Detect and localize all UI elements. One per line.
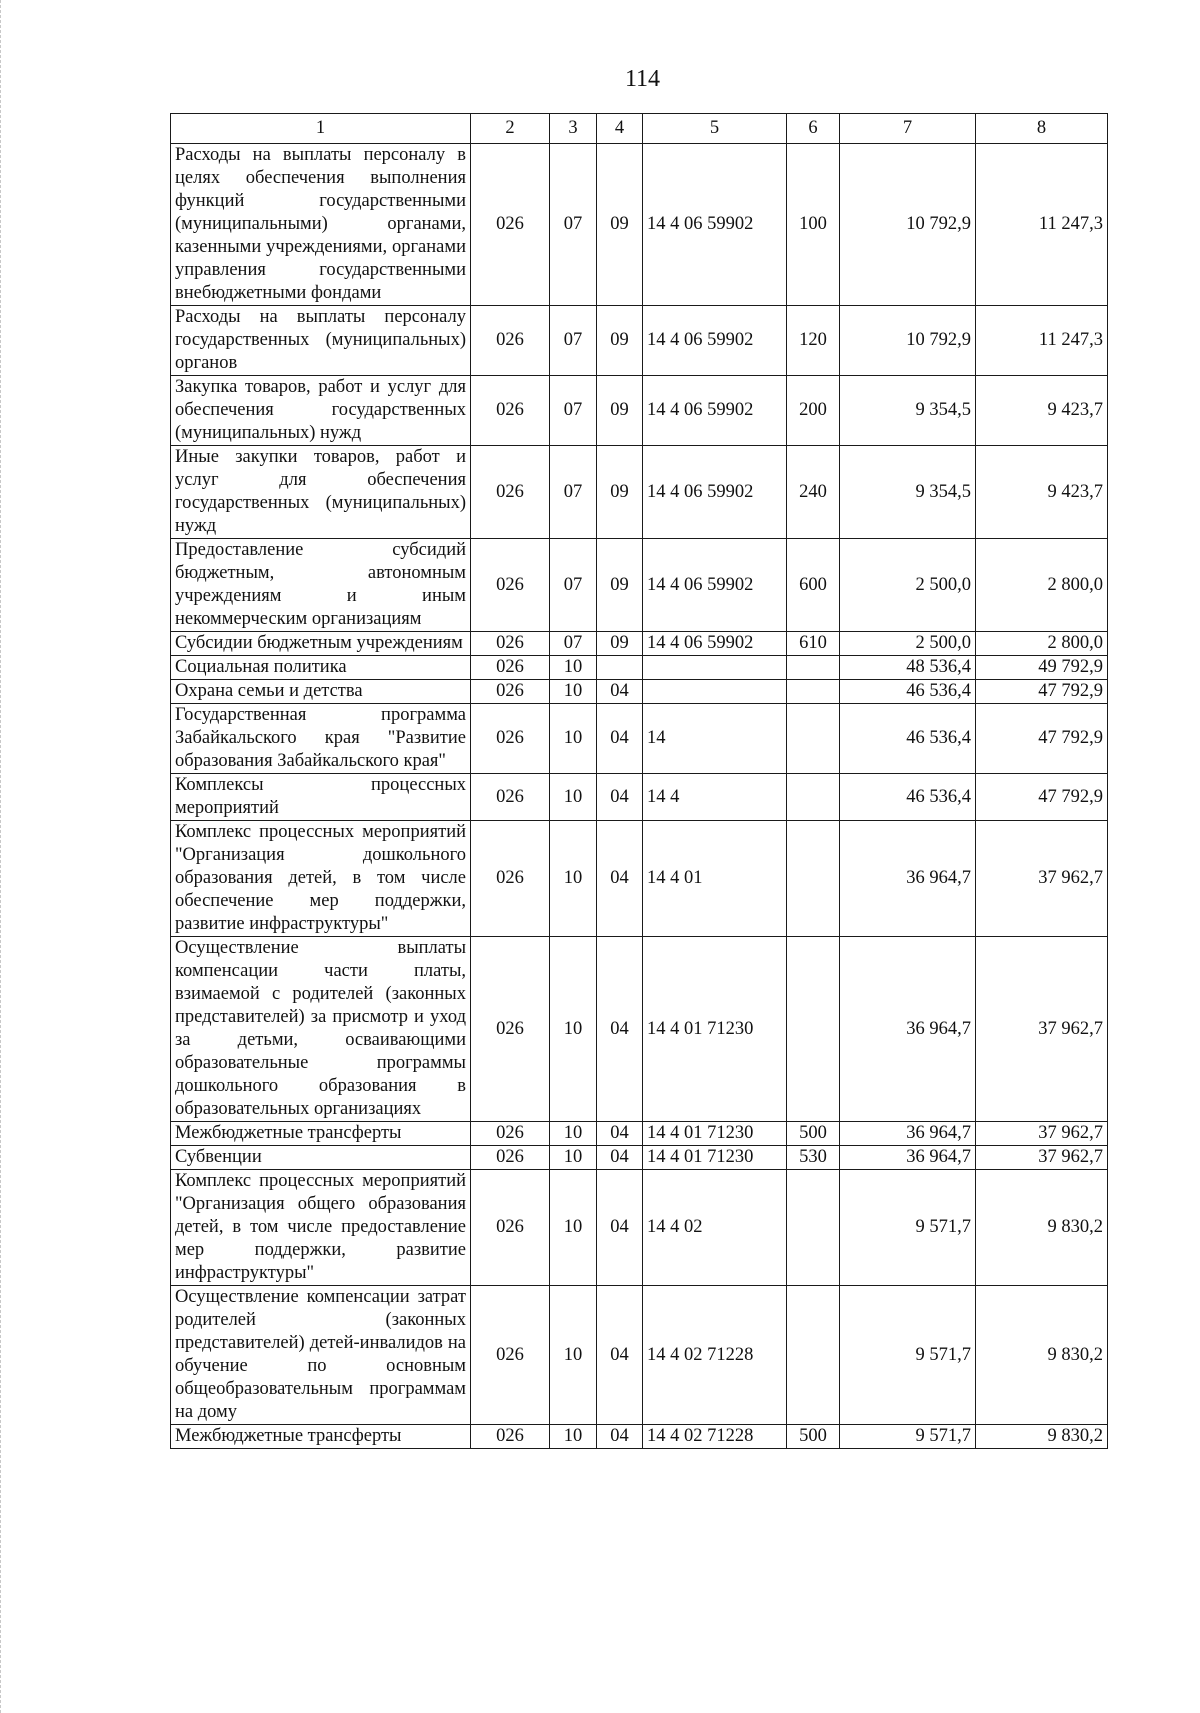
section-code-cell: 10 bbox=[550, 821, 597, 937]
row-name-cell: Расходы на выплаты персоналу в целях обеспечения выполнения функций государственными (муниципальными) органами, казенными учреждениями, органами управления государственными внебюджетными фондами bbox=[171, 144, 471, 306]
table-row bbox=[171, 144, 1108, 306]
subsection-code-cell: 09 bbox=[597, 376, 643, 446]
column-header: 5 bbox=[643, 114, 787, 144]
amount-year2-cell: 11 247,3 bbox=[976, 144, 1108, 306]
target-article-cell: 14 4 01 71230 bbox=[643, 937, 787, 1122]
table-row bbox=[171, 1170, 1108, 1286]
target-article-cell: 14 4 06 59902 bbox=[643, 144, 787, 306]
target-article-cell: 14 4 06 59902 bbox=[643, 632, 787, 656]
ministry-code-cell: 026 bbox=[471, 1170, 550, 1286]
subsection-code-cell: 04 bbox=[597, 1170, 643, 1286]
row-name-cell: Закупка товаров, работ и услуг для обеспечения государственных (муниципальных) нужд bbox=[171, 376, 471, 446]
target-article-cell: 14 4 01 bbox=[643, 821, 787, 937]
table-row bbox=[171, 680, 1108, 704]
amount-year1-cell: 36 964,7 bbox=[840, 1122, 976, 1146]
ministry-code-cell: 026 bbox=[471, 774, 550, 821]
table-body bbox=[171, 144, 1108, 1449]
expense-type-cell bbox=[787, 656, 840, 680]
section-code-cell: 07 bbox=[550, 376, 597, 446]
section-code-cell: 07 bbox=[550, 539, 597, 632]
target-article-cell bbox=[643, 680, 787, 704]
amount-year2-cell: 11 247,3 bbox=[976, 306, 1108, 376]
amount-year1-cell: 9 354,5 bbox=[840, 376, 976, 446]
expense-type-cell bbox=[787, 821, 840, 937]
amount-year2-cell: 37 962,7 bbox=[976, 1122, 1108, 1146]
row-name-cell: Осуществление выплаты компенсации части платы, взимаемой с родителей (законных представителей) за присмотр и уход за детьми, осваивающими образовательные программы дошкольного образования в образовательных организациях bbox=[171, 937, 471, 1122]
target-article-cell: 14 4 01 71230 bbox=[643, 1146, 787, 1170]
ministry-code-cell: 026 bbox=[471, 539, 550, 632]
amount-year2-cell: 47 792,9 bbox=[976, 704, 1108, 774]
amount-year1-cell: 10 792,9 bbox=[840, 306, 976, 376]
subsection-code-cell: 09 bbox=[597, 306, 643, 376]
amount-year1-cell: 2 500,0 bbox=[840, 632, 976, 656]
row-name-cell: Осуществление компенсации затрат родителей (законных представителей) детей-инвалидов на обучение по основным общеобразовательным программам на дому bbox=[171, 1286, 471, 1425]
section-code-cell: 10 bbox=[550, 1146, 597, 1170]
amount-year1-cell: 9 571,7 bbox=[840, 1170, 976, 1286]
row-name-cell: Государственная программа Забайкальского края "Развитие образования Забайкальского края" bbox=[171, 704, 471, 774]
amount-year2-cell: 2 800,0 bbox=[976, 539, 1108, 632]
table-row bbox=[171, 656, 1108, 680]
row-name-cell: Социальная политика bbox=[171, 656, 471, 680]
expense-type-cell: 200 bbox=[787, 376, 840, 446]
section-code-cell: 10 bbox=[550, 937, 597, 1122]
amount-year2-cell: 9 423,7 bbox=[976, 376, 1108, 446]
amount-year1-cell: 9 571,7 bbox=[840, 1286, 976, 1425]
column-header: 1 bbox=[171, 114, 471, 144]
ministry-code-cell: 026 bbox=[471, 821, 550, 937]
column-header: 2 bbox=[471, 114, 550, 144]
table-row bbox=[171, 1122, 1108, 1146]
row-name-cell: Комплекс процессных мероприятий "Организация общего образования детей, в том числе предоставление мер поддержки, развитие инфраструктуры" bbox=[171, 1170, 471, 1286]
row-name-cell: Охрана семьи и детства bbox=[171, 680, 471, 704]
target-article-cell: 14 4 02 71228 bbox=[643, 1286, 787, 1425]
budget-table bbox=[170, 113, 1108, 1449]
row-name-cell: Расходы на выплаты персоналу государственных (муниципальных) органов bbox=[171, 306, 471, 376]
subsection-code-cell: 04 bbox=[597, 774, 643, 821]
ministry-code-cell: 026 bbox=[471, 376, 550, 446]
row-name-cell: Межбюджетные трансферты bbox=[171, 1425, 471, 1449]
subsection-code-cell: 09 bbox=[597, 446, 643, 539]
expense-type-cell: 240 bbox=[787, 446, 840, 539]
subsection-code-cell: 04 bbox=[597, 1425, 643, 1449]
table-row bbox=[171, 539, 1108, 632]
scan-edge-mark bbox=[0, 0, 2, 1713]
section-code-cell: 07 bbox=[550, 632, 597, 656]
amount-year2-cell: 2 800,0 bbox=[976, 632, 1108, 656]
subsection-code-cell: 09 bbox=[597, 144, 643, 306]
section-code-cell: 10 bbox=[550, 1425, 597, 1449]
amount-year2-cell: 37 962,7 bbox=[976, 821, 1108, 937]
header-row bbox=[171, 114, 1108, 144]
column-header: 7 bbox=[840, 114, 976, 144]
ministry-code-cell: 026 bbox=[471, 446, 550, 539]
target-article-cell: 14 4 06 59902 bbox=[643, 539, 787, 632]
column-header: 8 bbox=[976, 114, 1108, 144]
table-row bbox=[171, 1286, 1108, 1425]
table-row bbox=[171, 774, 1108, 821]
expense-type-cell bbox=[787, 1286, 840, 1425]
amount-year1-cell: 46 536,4 bbox=[840, 704, 976, 774]
section-code-cell: 10 bbox=[550, 774, 597, 821]
amount-year2-cell: 47 792,9 bbox=[976, 774, 1108, 821]
expense-type-cell: 530 bbox=[787, 1146, 840, 1170]
row-name-cell: Межбюджетные трансферты bbox=[171, 1122, 471, 1146]
expense-type-cell: 600 bbox=[787, 539, 840, 632]
section-code-cell: 07 bbox=[550, 144, 597, 306]
expense-type-cell: 500 bbox=[787, 1425, 840, 1449]
amount-year1-cell: 9 354,5 bbox=[840, 446, 976, 539]
subsection-code-cell: 09 bbox=[597, 539, 643, 632]
section-code-cell: 10 bbox=[550, 680, 597, 704]
amount-year1-cell: 46 536,4 bbox=[840, 680, 976, 704]
amount-year1-cell: 48 536,4 bbox=[840, 656, 976, 680]
subsection-code-cell: 04 bbox=[597, 821, 643, 937]
amount-year2-cell: 9 830,2 bbox=[976, 1286, 1108, 1425]
ministry-code-cell: 026 bbox=[471, 704, 550, 774]
table-row bbox=[171, 632, 1108, 656]
expense-type-cell: 100 bbox=[787, 144, 840, 306]
table-row bbox=[171, 376, 1108, 446]
amount-year1-cell: 9 571,7 bbox=[840, 1425, 976, 1449]
ministry-code-cell: 026 bbox=[471, 1122, 550, 1146]
target-article-cell: 14 4 06 59902 bbox=[643, 376, 787, 446]
subsection-code-cell: 04 bbox=[597, 1146, 643, 1170]
amount-year2-cell: 49 792,9 bbox=[976, 656, 1108, 680]
target-article-cell: 14 4 06 59902 bbox=[643, 446, 787, 539]
subsection-code-cell: 04 bbox=[597, 1286, 643, 1425]
column-header: 6 bbox=[787, 114, 840, 144]
target-article-cell: 14 4 02 bbox=[643, 1170, 787, 1286]
target-article-cell: 14 bbox=[643, 704, 787, 774]
amount-year2-cell: 9 830,2 bbox=[976, 1425, 1108, 1449]
section-code-cell: 10 bbox=[550, 704, 597, 774]
table-row bbox=[171, 937, 1108, 1122]
ministry-code-cell: 026 bbox=[471, 306, 550, 376]
target-article-cell: 14 4 bbox=[643, 774, 787, 821]
row-name-cell: Иные закупки товаров, работ и услуг для обеспечения государственных (муниципальных) нужд bbox=[171, 446, 471, 539]
subsection-code-cell bbox=[597, 656, 643, 680]
ministry-code-cell: 026 bbox=[471, 1286, 550, 1425]
amount-year2-cell: 37 962,7 bbox=[976, 1146, 1108, 1170]
column-header: 4 bbox=[597, 114, 643, 144]
section-code-cell: 07 bbox=[550, 306, 597, 376]
ministry-code-cell: 026 bbox=[471, 144, 550, 306]
table-row bbox=[171, 306, 1108, 376]
amount-year1-cell: 46 536,4 bbox=[840, 774, 976, 821]
subsection-code-cell: 04 bbox=[597, 937, 643, 1122]
subsection-code-cell: 09 bbox=[597, 632, 643, 656]
column-header: 3 bbox=[550, 114, 597, 144]
table-row bbox=[171, 1146, 1108, 1170]
section-code-cell: 10 bbox=[550, 1286, 597, 1425]
subsection-code-cell: 04 bbox=[597, 1122, 643, 1146]
expense-type-cell bbox=[787, 937, 840, 1122]
target-article-cell bbox=[643, 656, 787, 680]
target-article-cell: 14 4 02 71228 bbox=[643, 1425, 787, 1449]
expense-type-cell: 120 bbox=[787, 306, 840, 376]
expense-type-cell: 610 bbox=[787, 632, 840, 656]
amount-year2-cell: 37 962,7 bbox=[976, 937, 1108, 1122]
amount-year2-cell: 47 792,9 bbox=[976, 680, 1108, 704]
ministry-code-cell: 026 bbox=[471, 937, 550, 1122]
ministry-code-cell: 026 bbox=[471, 632, 550, 656]
section-code-cell: 10 bbox=[550, 1170, 597, 1286]
row-name-cell: Предоставление субсидий бюджетным, автономным учреждениям и иным некоммерческим организациям bbox=[171, 539, 471, 632]
table-row bbox=[171, 821, 1108, 937]
amount-year1-cell: 36 964,7 bbox=[840, 821, 976, 937]
table-row bbox=[171, 446, 1108, 539]
expense-type-cell bbox=[787, 680, 840, 704]
expense-type-cell bbox=[787, 1170, 840, 1286]
amount-year1-cell: 2 500,0 bbox=[840, 539, 976, 632]
ministry-code-cell: 026 bbox=[471, 680, 550, 704]
subsection-code-cell: 04 bbox=[597, 680, 643, 704]
subsection-code-cell: 04 bbox=[597, 704, 643, 774]
amount-year1-cell: 36 964,7 bbox=[840, 1146, 976, 1170]
expense-type-cell: 500 bbox=[787, 1122, 840, 1146]
target-article-cell: 14 4 06 59902 bbox=[643, 306, 787, 376]
table-row bbox=[171, 1425, 1108, 1449]
amount-year1-cell: 10 792,9 bbox=[840, 144, 976, 306]
row-name-cell: Комплекс процессных мероприятий "Организация дошкольного образования детей, в том числе обеспечение мер поддержки, развитие инфраструктуры" bbox=[171, 821, 471, 937]
ministry-code-cell: 026 bbox=[471, 1425, 550, 1449]
amount-year1-cell: 36 964,7 bbox=[840, 937, 976, 1122]
table-row bbox=[171, 704, 1108, 774]
amount-year2-cell: 9 830,2 bbox=[976, 1170, 1108, 1286]
row-name-cell: Субвенции bbox=[171, 1146, 471, 1170]
row-name-cell: Комплексы процессных мероприятий bbox=[171, 774, 471, 821]
ministry-code-cell: 026 bbox=[471, 656, 550, 680]
section-code-cell: 10 bbox=[550, 1122, 597, 1146]
expense-type-cell bbox=[787, 704, 840, 774]
row-name-cell: Субсидии бюджетным учреждениям bbox=[171, 632, 471, 656]
page-number: 114 bbox=[624, 66, 661, 92]
target-article-cell: 14 4 01 71230 bbox=[643, 1122, 787, 1146]
amount-year2-cell: 9 423,7 bbox=[976, 446, 1108, 539]
expense-type-cell bbox=[787, 774, 840, 821]
ministry-code-cell: 026 bbox=[471, 1146, 550, 1170]
section-code-cell: 07 bbox=[550, 446, 597, 539]
section-code-cell: 10 bbox=[550, 656, 597, 680]
